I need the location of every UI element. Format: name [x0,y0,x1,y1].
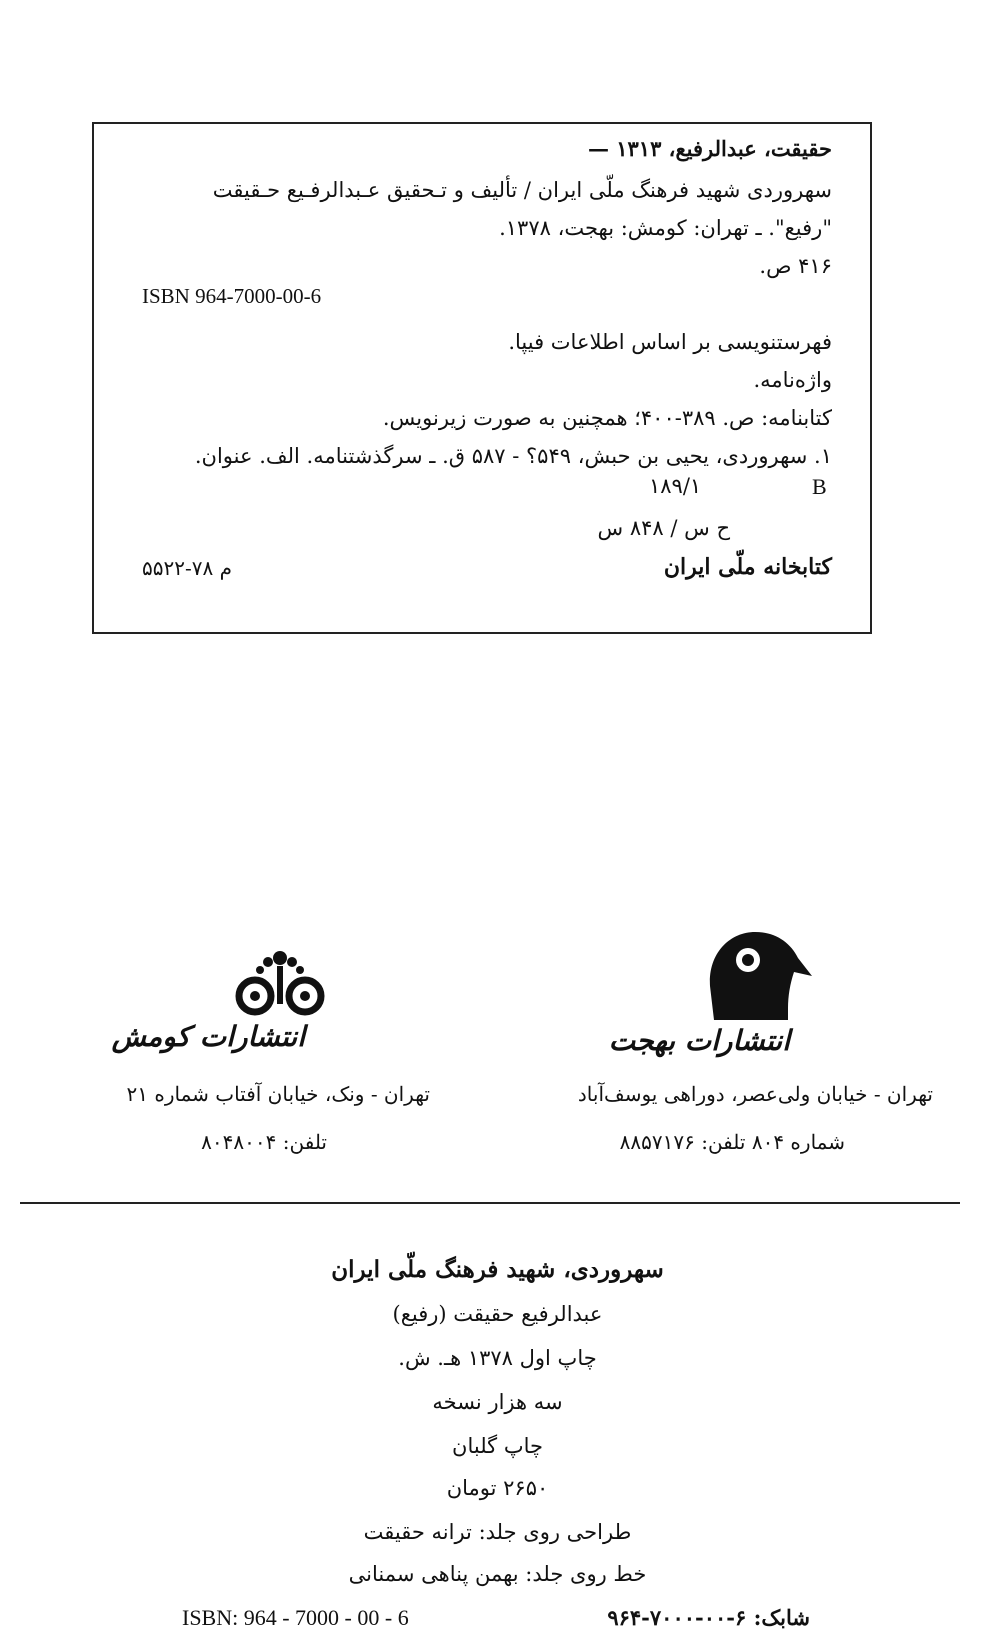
behjat-address: تهران - خیابان ولی‌عصر، دوراهی یوسف‌آباد [577,1082,933,1106]
section-divider [20,1202,960,1204]
catalog-record-number: م ۷۸-۵۵۲۲ [142,556,232,580]
colophon-author: عبدالرفیع حقیقت (رفیع) [392,1302,603,1326]
catalog-title-line1: سهروردی شهید فرهنگ ملّی ایران / تألیف و تـحقیق عـبدالرفـیع حـقیقت [212,178,832,202]
catalog-dewey: ۱۸۹/۱ [649,474,702,498]
behjat-logo-text: انتشارات بهجت [608,1024,790,1057]
catalog-note-glossary: واژه‌نامه. [753,368,832,392]
catalog-pages: ۴۱۶ ص. [759,254,832,278]
catalog-note-bibliography: کتابنامه: ص. ۳۸۹-۴۰۰؛ همچنین به صورت زیرنویس. [382,406,832,430]
catalog-isbn: ISBN 964-7000-00-6 [142,284,322,308]
colophon-title: سهروردی، شهید فرهنگ ملّی ایران [331,1256,664,1283]
colophon-copies: سه هزار نسخه [432,1390,563,1414]
koomesh-ornament-logo-icon [225,948,335,1023]
catalog-library: کتابخانه ملّی ایران [663,554,832,580]
colophon-price: ۲۶۵۰ تومان [446,1476,549,1500]
cataloging-card [92,122,872,634]
colophon-cover-design: طراحی روی جلد: ترانه حقیقت [363,1520,632,1544]
koomesh-phone: تلفن: ۸۰۴۸۰۰۴ [201,1130,327,1154]
colophon-cover-calligraphy: خط روی جلد: بهمن پناهی سمنانی [348,1562,647,1586]
colophon-edition: چاپ اول ۱۳۷۸ هـ. ش. [398,1346,597,1370]
colophon-isbn-latin: ISBN: 964 - 7000 - 00 - 6 [182,1605,409,1630]
behjat-bird-logo-icon [700,928,815,1023]
catalog-dewey-letter: B [812,474,827,499]
colophon-isbn-persian: شابک: ۶-۰۰-۷۰۰۰-۹۶۴ [607,1605,810,1630]
colophon-printer: چاپ گلبان [452,1434,543,1458]
koomesh-address: تهران - ونک، خیابان آفتاب شماره ۲۱ [126,1082,430,1106]
catalog-author: حقیقت، عبدالرفیع، ۱۳۱۳ — [587,136,832,161]
catalog-title-line2: "رفیع". ـ تهران: کومش: بهجت، ۱۳۷۸. [499,216,832,240]
catalog-lc-class: ح س / ۸۴۸ س [597,516,730,540]
koomesh-logo-text: انتشارات کومش [111,1020,305,1053]
catalog-note-fipa: فهرستنویسی بر اساس اطلاعات فیپا. [508,330,832,354]
catalog-subject: ۱. سهروردی، یحیی بن حبش، ۵۴۹؟ - ۵۸۷ ق. ـ سرگذشتنامه. الف. عنوان. [194,444,832,468]
behjat-phone: شماره ۸۰۴ تلفن: ۸۸۵۷۱۷۶ [619,1130,845,1154]
